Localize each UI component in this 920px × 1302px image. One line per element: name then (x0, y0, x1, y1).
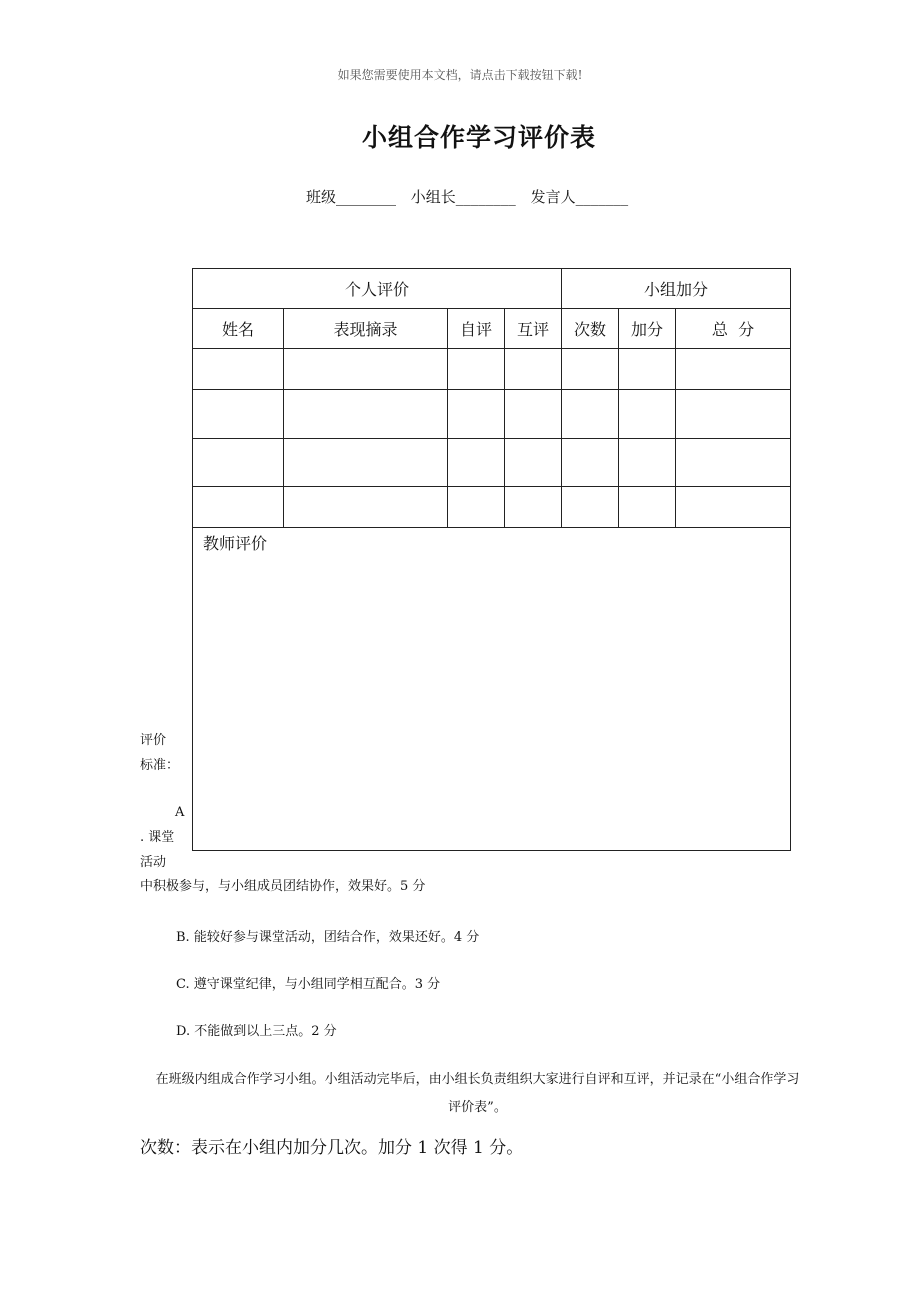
group-bonus-header: 小组加分 (562, 269, 791, 309)
table-cell[interactable] (505, 390, 562, 439)
col-performance-header: 表现摘录 (284, 309, 448, 349)
page-title: 小组合作学习评价表 (361, 123, 596, 152)
table-cell[interactable] (448, 439, 505, 487)
criteria-label (140, 728, 179, 778)
col-total-header: 总 分 (676, 309, 791, 349)
table-cell[interactable] (562, 349, 619, 390)
table-row (193, 349, 791, 390)
criteria-c-text: C. 遵守课堂纪律，与小组同学相互配合。3 分 (176, 977, 441, 992)
evaluation-table (192, 268, 791, 851)
table-cell[interactable] (448, 349, 505, 390)
table-cell[interactable] (619, 487, 676, 528)
table-cell[interactable] (284, 349, 448, 390)
criteria-d-text: D. 不能做到以上三点。2 分 (176, 1024, 337, 1039)
teacher-eval-row (193, 528, 791, 851)
criteria-a-letter: A (175, 805, 185, 820)
table-cell[interactable] (676, 349, 791, 390)
table-cell[interactable] (193, 439, 284, 487)
table-cell[interactable] (505, 439, 562, 487)
col-times-header: 次数 (562, 309, 619, 349)
download-note: 如果您需要使用本文档，请点击下载按钮下载! (337, 68, 583, 82)
table-row (193, 439, 791, 487)
table-cell[interactable] (193, 487, 284, 528)
teacher-eval-label: 教师评价 (203, 534, 268, 553)
class-field: 班级________ (306, 188, 397, 206)
table-cell[interactable] (284, 487, 448, 528)
personal-eval-header: 个人评价 (193, 269, 562, 309)
table-cell[interactable] (193, 390, 284, 439)
criteria-a-line2: . 课堂 (140, 830, 175, 845)
speaker-field: 发言人_______ (530, 188, 629, 206)
col-self-eval-header: 自评 (448, 309, 505, 349)
col-name-header: 姓名 (193, 309, 284, 349)
criteria-a-line3: 活动 (140, 855, 167, 870)
table-group-header-row (193, 269, 791, 309)
table-cell[interactable] (562, 487, 619, 528)
table-cell[interactable] (193, 349, 284, 390)
table-row (193, 390, 791, 439)
table-cell[interactable] (448, 487, 505, 528)
criteria-b-text: B. 能较好参与课堂活动，团结合作，效果还好。4 分 (176, 930, 480, 945)
table-cell[interactable] (676, 439, 791, 487)
table-row (193, 487, 791, 528)
teacher-eval-cell[interactable] (193, 528, 791, 851)
criteria-a-wrap (140, 825, 174, 875)
table-cell[interactable] (619, 390, 676, 439)
table-cell[interactable] (619, 349, 676, 390)
table-column-header-row (193, 309, 791, 349)
table-cell[interactable] (676, 390, 791, 439)
col-peer-eval-header: 互评 (505, 309, 562, 349)
table-cell[interactable] (676, 487, 791, 528)
criteria-label-line1: 评价 (140, 733, 167, 748)
table-cell[interactable] (505, 487, 562, 528)
table-cell[interactable] (562, 390, 619, 439)
col-bonus-header: 加分 (619, 309, 676, 349)
table-cell[interactable] (562, 439, 619, 487)
table-cell[interactable] (284, 390, 448, 439)
table-cell[interactable] (284, 439, 448, 487)
criteria-label-line2: 标准： (140, 758, 180, 773)
leader-field: 小组长________ (410, 188, 516, 206)
form-meta-line (306, 186, 638, 207)
instruction-paragraph: 在班级内组成合作学习小组。小组活动完毕后，由小组长负责组织大家进行自评和互评，并记录在“小组合作学习评价表”。 (155, 1072, 800, 1115)
table-cell[interactable] (619, 439, 676, 487)
criteria-a-text: 中积极参与，与小组成员团结协作，效果好。5 分 (140, 879, 426, 894)
count-note: 次数：表示在小组内加分几次。加分 1 次得 1 分。 (140, 1138, 524, 1158)
table-cell[interactable] (505, 349, 562, 390)
table-cell[interactable] (448, 390, 505, 439)
